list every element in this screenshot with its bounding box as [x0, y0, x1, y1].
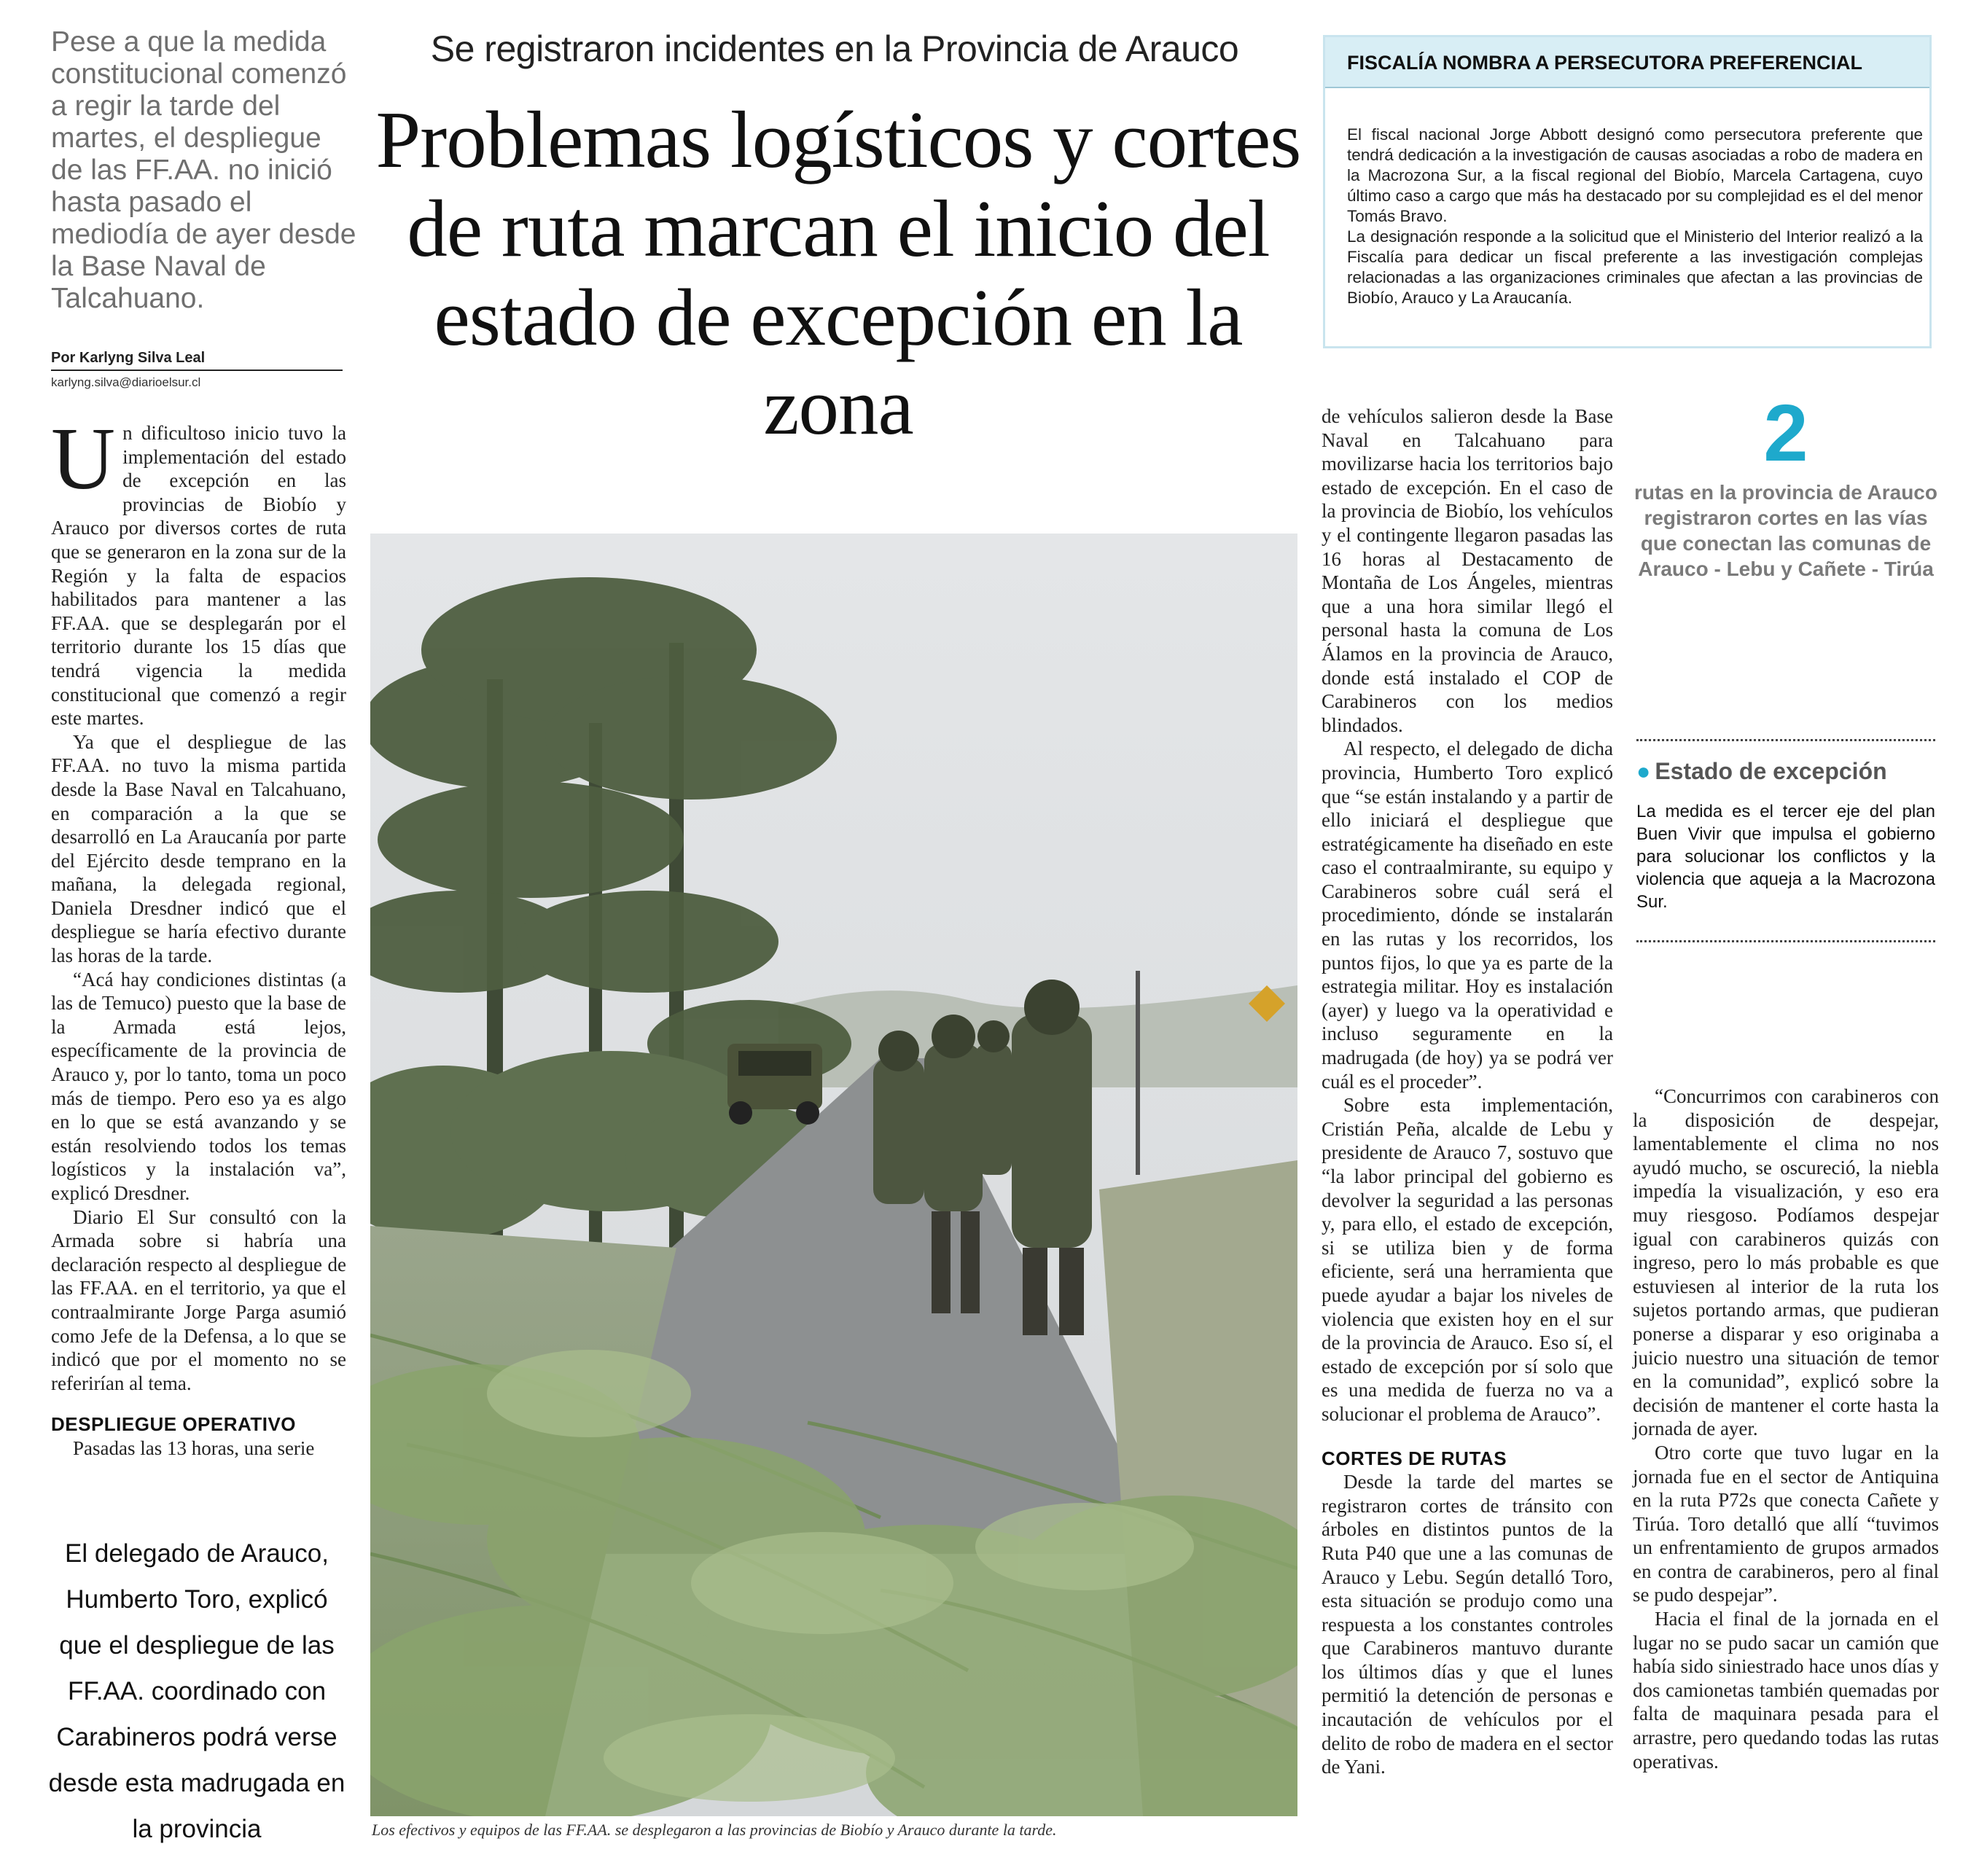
paragraph: Pasadas las 13 horas, una serie	[73, 1437, 315, 1459]
sidebar-paragraph: La designación responde a la solicitud que el Ministerio del Interior realizó a la Fiscalía para dedicar un fiscal preferente a las investigación complejas relacionadas a las organizaciones criminales que afectan a las provincias de Biobío, Arauco y La Araucanía.	[1347, 227, 1923, 307]
article-column-3	[1322, 404, 1613, 1779]
paragraph: Ya que el despliegue de las FF.AA. no tuvo la misma partida desde la Base Naval en Talcahuano, en comparación a la que se desarrolló en La Araucanía por parte del Ejército desde temprano en la mañana, la delegada regional, Daniela Dresdner indicó que el despliegue se haría efectivo durante las horas de la tarde.	[51, 730, 346, 967]
pull-quote: El delegado de Arauco, Humberto Toro, explicó que el despliegue de las FF.AA. coordinado con Carabineros podrá verse desde esta madrugada en la provincia	[48, 1539, 346, 1843]
bullet-icon: ●	[1636, 758, 1651, 784]
stat-text: rutas en la provincia de Arauco registraron cortes en las vías que conectan las comunas de Arauco - Lebu y Cañete - Tirúa	[1634, 481, 1937, 580]
drop-cap: U	[51, 410, 116, 508]
sidebar-paragraph: El fiscal nacional Jorge Abbott designó como persecutora preferente que tendrá dedicación a la investigación de causas asociadas a robo de madera en la Macrozona Sur, a la fiscal regional del Biobío, Marcela Cartagena, cuyo último caso a cargo que más ha destacado por su complejidad es el del menor Tomás Bravo.	[1347, 125, 1923, 225]
paragraph: Otro corte que tuvo lugar en la jornada fue en el sector de Antiquina en la ruta P72s que conecta Cañete y Tirúa. Toro detalló que allí “tuvimos un enfrentamiento de grupos armados en contra de carabineros, pero al final se pudo despejar”.	[1633, 1441, 1939, 1606]
lead-paragraph: Pese a que la medida constitucional comenzó a regir la tarde del martes, el despliegue de las FF.AA. no inició hasta pasado el mediodía de ayer desde la Base Naval de Talcahuano.	[51, 26, 356, 314]
subheading: CORTES DE RUTAS	[1322, 1447, 1507, 1469]
article-photo	[370, 534, 1297, 1816]
photo-illustration	[370, 534, 1297, 1816]
factbox-text: La medida es el tercer eje del plan Buen Vivir que impulsa el gobierno para solucionar los conflictos y la violencia que aqueja a la Macrozona Sur.	[1636, 802, 1935, 912]
byline-email[interactable]: karlyng.silva@diarioelsur.cl	[51, 375, 201, 389]
divider	[1636, 739, 1935, 741]
subheading: DESPLIEGUE OPERATIVO	[51, 1413, 297, 1436]
sidebar-title: FISCALÍA NOMBRA A PERSECUTORA PREFERENCIAL	[1325, 37, 1929, 88]
stat-number: 2	[1763, 388, 1808, 478]
kicker: Se registraron incidentes en la Provincia de Arauco	[430, 28, 1239, 69]
sidebar-text	[1347, 125, 1923, 308]
sidebar-box	[1323, 35, 1932, 348]
paragraph: Hacia el final de la jornada en el lugar no se pudo sacar un camión que había sido siniestrado hace unos días y dos camionetas también quemadas por falta de maquinara pesada para el arrastre, pero quedando todas las rutas operativas.	[1633, 1608, 1939, 1773]
byline	[51, 350, 343, 390]
paragraph: Un dificultoso inicio tuvo la implementación del estado de excepción en las provincias de Biobío y Arauco por diversos cortes de ruta que se generaron en la zona sur de la Región y la falta de espacios habilitados para mantener a las FF.AA. que se desplegarán por el territorio durante los 15 días que tendrá vigencia la medida constitucional que comenzó a regir este martes.	[51, 410, 346, 730]
byline-author: Por Karlyng Silva Leal	[51, 350, 343, 371]
paragraph: Desde la tarde del martes se registraron cortes de tránsito con árboles en distintos puntos de la Ruta P40 que une a las comunas de Arauco y Lebu. Según detalló Toro, esta situación se produjo como una respuesta a los constantes controles que Carabineros mantuvo durante los últimos días y que el lunes permitió la detención de personas e incautación de vehículos por el delito de robo de madera en el sector de Yani.	[1322, 1471, 1613, 1778]
paragraph: Al respecto, el delegado de dicha provincia, Humberto Toro explicó que “se están instalando y a partir de ello iniciará el despliegue que estratégicamente ha diseñado en este caso el contraalmirante, su equipo y Carabineros sobre cuál será el procedimiento, dónde se instalarán en las rutas y los recorridos, los puntos fijos, lo que ya es parte de la estrategia militar. Hoy es instalación (ayer) y luego va la operatividad e incluso seguramente en la madrugada (de hoy) ya se podrá ver cuál es el proceder”.	[1322, 738, 1613, 1093]
factbox-title: ● Estado de excepción	[1636, 758, 1887, 784]
paragraph: “Concurrimos con carabineros con la disposición de despejar, lamentablemente el clima no nos ayudó mucho, se oscureció, la niebla impedía la visualización, y eso era muy riesgoso. Podíamos despejar igual con carabineros quizás con ingreso, pero lo más probable es que estuviesen al interior de la ruta los sujetos portando armas, que pudieran ponerse a disparar y eso originaba a juicio nuestro una situación de temor en la comunidad”, explicó sobre la decisión de mantener el corte hasta la jornada de ayer.	[1633, 1085, 1939, 1440]
article-column-4	[1633, 1084, 1939, 1773]
headline: Problemas logísticos y cortes de ruta marcan el inicio del estado de excepción en la zona	[375, 95, 1301, 452]
divider	[1636, 940, 1935, 942]
paragraph: Diario El Sur consultó con la Armada sobre si habría una declaración respecto al despliegue de las FF.AA. en el territorio, ya que el contraalmirante Jorge Parga asumió como Jefe de la Defensa, a lo que se indicó que por el momento no se referirían al tema.	[51, 1205, 346, 1394]
photo-caption: Los efectivos y equipos de las FF.AA. se desplegaron a las provincias de Biobío y Arauco durante la tarde.	[372, 1821, 1057, 1839]
paragraph: “Acá hay condiciones distintas (a las de Temuco) puesto que la base de la Armada está lejos, específicamente de la provincia de Arauco y, por lo tanto, toma un poco más de tiempo. Pero eso ya es algo en lo que se está avanzando y se están resolviendo todos los temas logísticos y la instalación va”, explicó Dresdner.	[51, 968, 346, 1204]
paragraph: Sobre esta implementación, Cristián Peña, alcalde de Lebu y presidente de Arauco 7, sostuvo que “la labor principal del gobierno es devolver la seguridad a las personas y, para ello, el estado de excepción, si se utiliza bien y de forma eficiente, será una herramienta que puede ayudar a bajar los niveles de violencia que existen hoy en el sur de la provincia de Arauco. Eso sí, el estado de excepción por sí solo que es una medida de fuerza no va a solucionar el problema de Arauco”.	[1322, 1094, 1613, 1425]
paragraph: de vehículos salieron desde la Base Naval en Talcahuano para movilizarse hacia los territorios bajo estado de excepción. En el caso de la provincia de Biobío, los vehículos y el contingente llegaron pasadas las 16 horas al Destacamento de Montaña de Los Ángeles, mientras que a una hora similar llegó el personal hasta la comuna de Los Álamos en la provincia de Arauco, donde está instalado el COP de Carabineros con los medios blindados.	[1322, 405, 1613, 736]
article-column-1	[51, 410, 346, 1461]
